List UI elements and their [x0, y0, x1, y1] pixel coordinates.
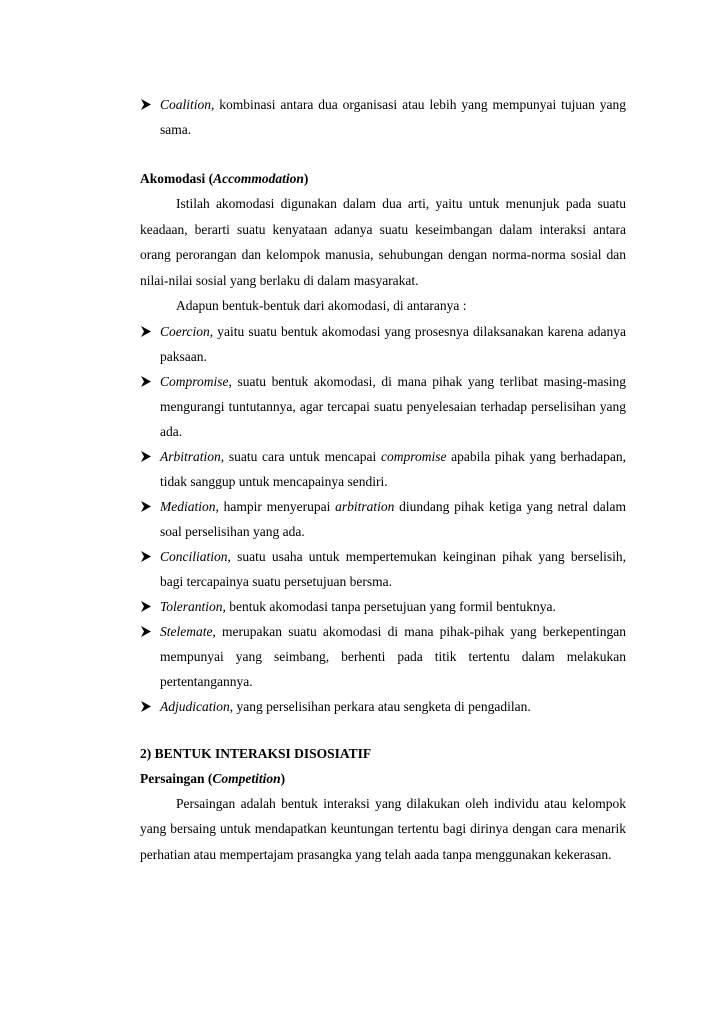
subheading-persaingan: Persaingan (Competition) [140, 770, 286, 786]
arrowhead-bullet-icon [140, 544, 154, 569]
list-item-arbitration: Arbitration, suatu cara untuk mencapai compromise apabila pihak yang berhadapan, tidak sanggup untuk mencapainya sendiri. [140, 444, 626, 494]
section-heading-akomodasi: Akomodasi (Accommodation) [140, 171, 309, 186]
document-page [140, 92, 626, 867]
paragraph-akomodasi-definition: Istilah akomodasi digunakan dalam dua arti, yaitu untuk menunjuk pada suatu keadaan, berarti suatu kenyataan adanya suatu keseimbangan dalam interaksi antara orang perorangan dan kelompok manusia, sehubungan dengan norma-norma sosial dan nilai-nilai sosial yang berlaku di dalam masyarakat. [140, 196, 626, 288]
arrowhead-bullet-icon [140, 594, 154, 619]
list-item-stelemate: Stelemate, merupakan suatu akomodasi di mana pihak-pihak yang berkepentingan mempunyai yang seimbang, berhenti pada titik tertentu dalam melakukan pertentangannya. [140, 619, 626, 694]
paragraph-akomodasi-intro: Adapun bentuk-bentuk dari akomodasi, di antaranya : [176, 298, 467, 313]
list-item-conciliation: Conciliation, suatu usaha untuk mempertemukan keinginan pihak yang berselisih, bagi tercapainya suatu persetujuan bersma. [140, 544, 626, 594]
arrowhead-bullet-icon [140, 92, 154, 117]
arrowhead-bullet-icon [140, 369, 154, 394]
list-item-coercion: Coercion, yaitu suatu bentuk akomodasi yang prosesnya dilaksanakan karena adanya paksaan. [140, 319, 626, 369]
arrowhead-bullet-icon [140, 494, 154, 519]
list-item-compromise: Compromise, suatu bentuk akomodasi, di mana pihak yang terlibat masing-masing mengurangi tuntutannya, agar tercapai suatu penyelesaian terhadap perselisihan yang ada. [140, 369, 626, 444]
list-item-tolerantion: Tolerantion, bentuk akomodasi tanpa persetujuan yang formil bentuknya. [140, 594, 626, 619]
definition: , kombinasi antara dua organisasi atau lebih yang mempunyai tujuan yang sama. [160, 97, 626, 137]
arrowhead-bullet-icon [140, 694, 154, 719]
list-item-coalition [140, 92, 626, 142]
paragraph-persaingan: Persaingan adalah bentuk interaksi yang dilakukan oleh individu atau kelompok yang bersaing untuk mendapatkan keuntungan tertentu bagi dirinya dengan cara menarik perhatian atau mempertajam prasangka yang telah aada tanpa menggunakan kekerasan. [140, 795, 626, 862]
arrowhead-bullet-icon [140, 319, 154, 344]
list-item-mediation: Mediation, hampir menyerupai arbitration diundang pihak ketiga yang netral dalam soal perselisihan yang ada. [140, 494, 626, 544]
arrowhead-bullet-icon [140, 444, 154, 469]
list-item-adjudication: Adjudication, yang perselisihan perkara atau sengketa di pengadilan. [140, 694, 626, 719]
section-heading-disosiatif: 2) BENTUK INTERAKSI DISOSIATIF [140, 745, 372, 761]
arrowhead-bullet-icon [140, 619, 154, 644]
term: Coalition [160, 97, 212, 112]
